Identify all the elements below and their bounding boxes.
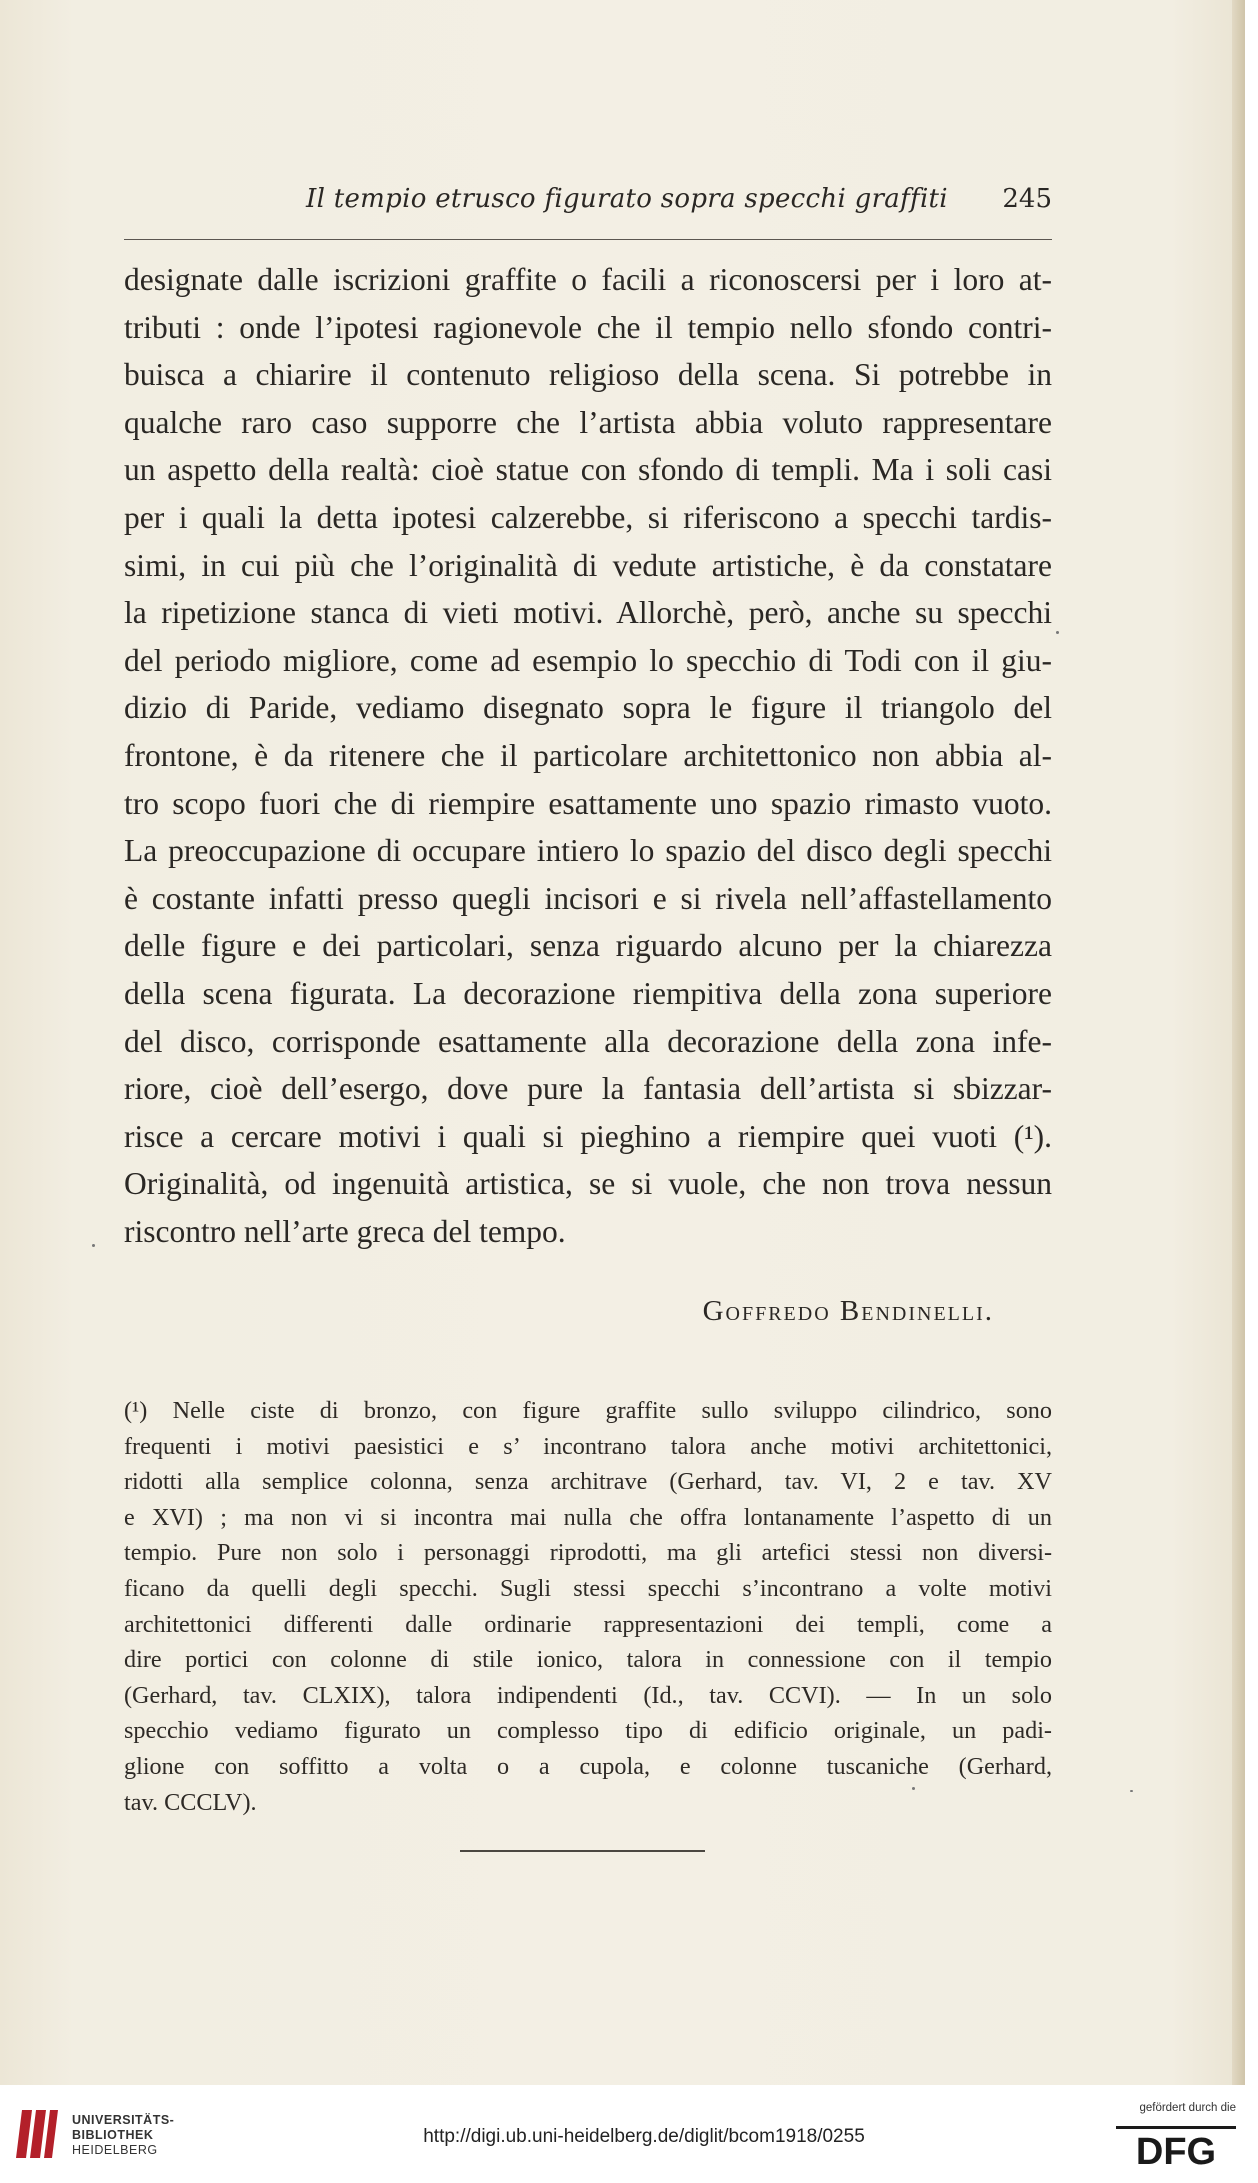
- footnote-line: frequenti i motivi paesistici e s’ incontrano talora anche motivi architettonici,: [124, 1432, 1052, 1460]
- text-line: dizio di Paride, vediamo disegnato sopra le figure il triangolo del: [124, 690, 1052, 726]
- footnote: [124, 1393, 1052, 1820]
- paper-speck: [1130, 1790, 1133, 1792]
- dfg-logo-icon: [1116, 2122, 1236, 2168]
- text-line: buisca a chiarire il contenuto religioso della scena. Si potrebbe in: [124, 357, 1052, 393]
- permalink: [0, 2126, 1258, 2148]
- text-line: risce a cercare motivi i quali si pieghino a riempire quei vuoti (¹).: [124, 1118, 1052, 1154]
- sponsor-text: gefördert durch die: [1139, 2102, 1236, 2114]
- text-line: per i quali la detta ipotesi calzerebbe, si riferiscono a specchi tardis-: [124, 499, 1052, 535]
- footnote-line: ficano da quelli degli specchi. Sugli stessi specchi s’incontrano a volte motivi: [124, 1574, 1052, 1602]
- end-rule: [460, 1850, 705, 1852]
- footnote-line: ridotti alla semplice colonna, senza architrave (Gerhard, tav. VI, 2 e tav. XV: [124, 1468, 1052, 1496]
- footnote-line: glione con soffitto a volta o a cupola, e colonne tuscaniche (Gerhard,: [124, 1752, 1052, 1780]
- body-text: [124, 256, 1052, 1255]
- text-line: tributi : onde l’ipotesi ragionevole che il tempio nello sfondo contri-: [124, 309, 1052, 345]
- text-line: tro scopo fuori che di riempire esattamente uno spazio rimasto vuoto.: [124, 785, 1052, 821]
- text-line: qualche raro caso supporre che l’artista abbia voluto rappresentare: [124, 404, 1052, 440]
- text-line: del disco, corrisponde esattamente alla decorazione della zona infe-: [124, 1023, 1052, 1059]
- header-rule: [124, 239, 1052, 240]
- footnote-line: tav. CCCLV).: [124, 1788, 257, 1816]
- text-line: riore, cioè dell’esergo, dove pure la fantasia dell’artista si sbizzar-: [124, 1071, 1052, 1107]
- text-line: un aspetto della realtà: cioè statue con sfondo di templi. Ma i soli casi: [124, 452, 1052, 488]
- paper-speck: [1056, 631, 1059, 634]
- text-line: delle figure e dei particolari, senza riguardo alcuno per la chiarezza: [124, 928, 1052, 964]
- paper-speck: [92, 1244, 95, 1247]
- footnote-line: (¹) Nelle ciste di bronzo, con figure graffite sullo sviluppo cilindrico, sono: [124, 1397, 1052, 1424]
- dfg-logo-text: DFG: [1135, 2131, 1217, 2168]
- page-number: 245: [1002, 184, 1052, 214]
- institution-line: UNIVERSITÄTS-: [72, 2113, 175, 2127]
- text-line: la ripetizione stanca di vieti motivi. Allorchè, però, anche su specchi: [124, 595, 1052, 631]
- footnote-line: dire portici con colonne di stile ionico, talora in connessione con il tempio: [124, 1646, 1052, 1674]
- text-line: della scena figurata. La decorazione riempitiva della zona superiore: [124, 975, 1052, 1011]
- scan-edge: [1232, 0, 1245, 2085]
- text-line: è costante infatti presso quegli incisori e si rivela nell’affastellamento: [124, 880, 1052, 916]
- text-line: simi, in cui più che l’originalità di vedute artistiche, è da constatare: [124, 547, 1052, 583]
- paper-speck: [912, 1787, 915, 1790]
- permalink-url[interactable]: http://digi.ub.uni-heidelberg.de/diglit/bcom1918/0255: [423, 2126, 865, 2147]
- footnote-line: architettonici differenti dalle ordinarie rappresentazioni dei templi, come a: [124, 1610, 1052, 1638]
- footnote-line: tempio. Pure non solo i personaggi riprodotti, ma gli artefici stessi non diversi-: [124, 1539, 1052, 1567]
- text-line: Originalità, od ingenuità artistica, se si vuole, che non trova nessun: [124, 1166, 1052, 1202]
- institution-line: HEIDELBERG: [72, 2143, 158, 2157]
- running-head: [124, 180, 1052, 230]
- footnote-line: e XVI) ; ma non vi si incontra mai nulla che offra lontanamente l’aspetto di un: [124, 1503, 1052, 1531]
- footnote-line: specchio vediamo figurato un complesso tipo di edificio originale, un padi-: [124, 1717, 1052, 1745]
- footnote-line: (Gerhard, tav. CLXIX), talora indipendenti (Id., tav. CCVI). — In un solo: [124, 1681, 1052, 1709]
- institution-line: BIBLIOTHEK: [72, 2128, 154, 2142]
- running-head-title: Il tempio etrusco figurato sopra specchi graffiti: [306, 184, 948, 214]
- text-line: frontone, è da ritenere che il particolare architettonico non abbia al-: [124, 737, 1052, 773]
- text-line: riscontro nell’arte greca del tempo.: [124, 1213, 566, 1249]
- author-signature: Goffredo Bendinelli.: [702, 1295, 994, 1327]
- text-line: designate dalle iscrizioni graffite o facili a riconoscersi per i loro at-: [124, 262, 1052, 297]
- text-line: del periodo migliore, come ad esempio lo specchio di Todi con il giu-: [124, 642, 1052, 678]
- text-line: La preoccupazione di occupare intiero lo spazio del disco degli specchi: [124, 833, 1052, 869]
